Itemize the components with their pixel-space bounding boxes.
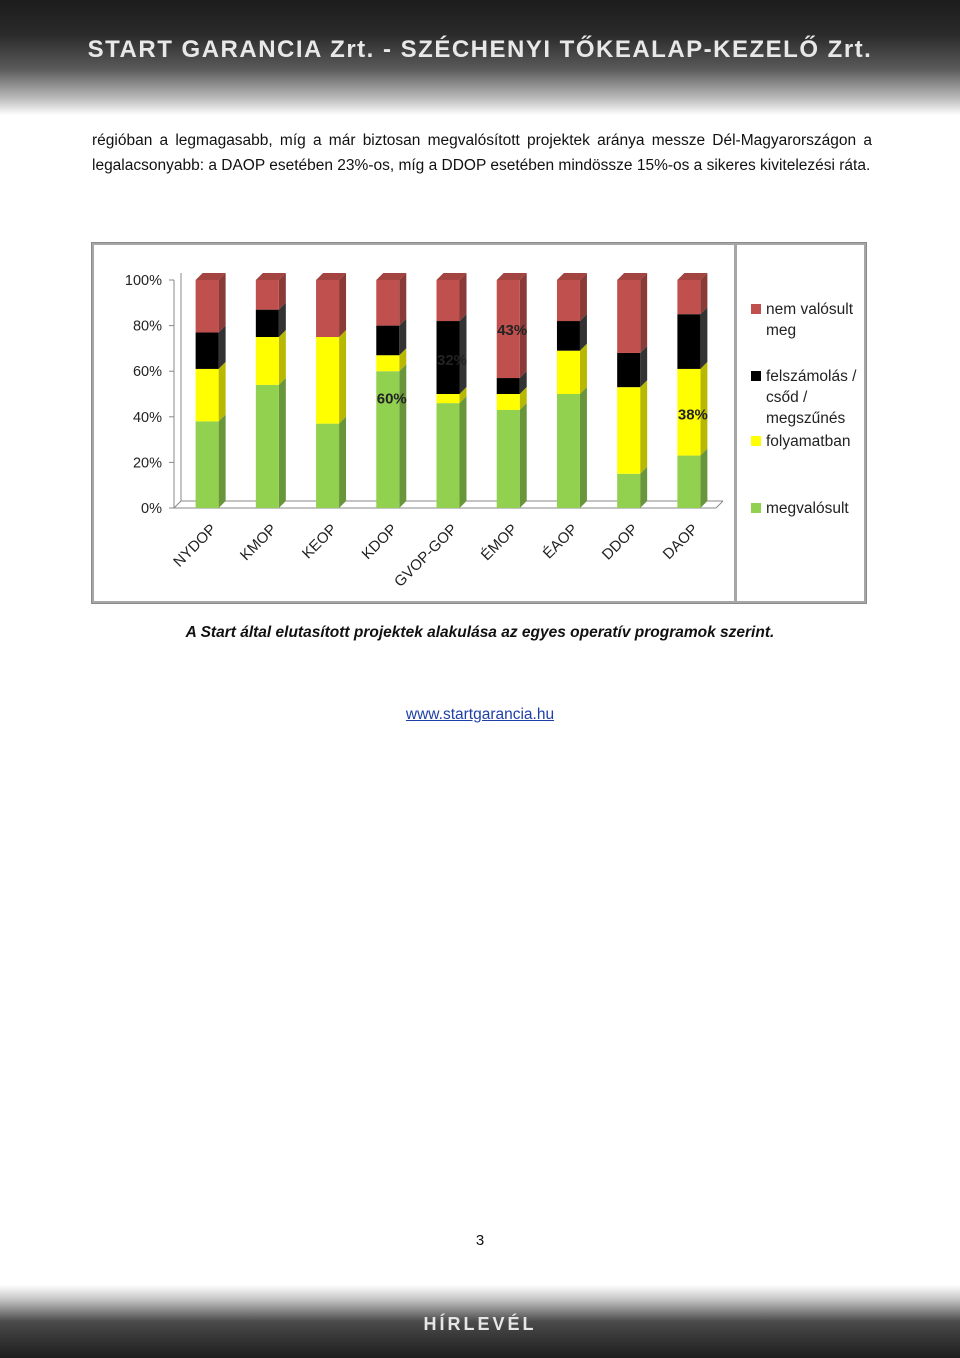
bar-segment-side: [640, 346, 647, 387]
bar-segment: [677, 314, 700, 369]
legend-swatch: [751, 503, 761, 513]
chart-floor-right-edge: [716, 501, 723, 508]
bar-segment-side: [700, 273, 707, 314]
x-tick-label: GVOP-GOP: [391, 520, 461, 591]
bar-segment: [196, 421, 219, 508]
bar-segment: [437, 394, 460, 403]
bar-segment: [437, 403, 460, 508]
bar-segment-side: [339, 273, 346, 337]
data-label: 38%: [677, 406, 708, 424]
bar-segment: [256, 280, 279, 310]
legend-swatch: [751, 304, 761, 314]
bar-segment-side: [399, 364, 406, 508]
bar-segment: [557, 321, 580, 351]
figure-caption: A Start által elutasított projektek alakulása az egyes operatív programok szerint.: [185, 624, 775, 641]
bar-segment-side: [700, 307, 707, 369]
bar-segment: [497, 394, 520, 410]
bar-segment: [497, 378, 520, 394]
bar-segment-side: [339, 330, 346, 424]
website-link[interactable]: www.startgarancia.hu: [405, 706, 555, 723]
bar-segment-side: [219, 414, 226, 508]
bar-segment: [497, 410, 520, 508]
bar-segment: [617, 280, 640, 353]
bar-segment-side: [580, 344, 587, 394]
legend-swatch: [751, 371, 761, 381]
bar-segment: [316, 424, 339, 508]
bar-segment-side: [460, 396, 467, 508]
bar-segment-side: [279, 378, 286, 508]
bar-segment: [196, 332, 219, 368]
bar-segment-side: [700, 449, 707, 508]
bar-segment: [557, 351, 580, 394]
y-tick-label: 100%: [124, 273, 162, 289]
x-tick-label: ÉMOP: [477, 520, 522, 565]
bar-segment: [376, 326, 399, 356]
x-tick-label: KMOP: [236, 520, 281, 565]
bar-segment: [256, 385, 279, 508]
bar-segment: [376, 355, 399, 371]
bar-segment-side: [219, 325, 226, 368]
bar-segment-side: [640, 273, 647, 353]
bar-segment: [677, 456, 700, 508]
bar-segment-side: [460, 273, 467, 321]
y-tick-label: 60%: [132, 364, 162, 381]
y-tick-label: 80%: [132, 318, 162, 335]
header-title: START GARANCIA Zrt. - SZÉCHENYI TŐKEALAP-KEZELŐ Zrt.: [87, 36, 873, 63]
bar-segment: [316, 337, 339, 424]
chart-floor-left-edge: [174, 501, 181, 508]
body-paragraph: régióban a legmagasabb, míg a már biztosan megvalósított projektek aránya messze Dél-Magyarországon a legalacsonyabb: a DAOP esetében 23%-os, míg a DDOP esetében mindössze 15%-os a sikeres kivitelezési ráta.: [92, 132, 872, 174]
bar-segment: [196, 280, 219, 332]
bar-segment: [256, 310, 279, 337]
legend-label: nem valósult meg: [766, 301, 854, 339]
bar-segment: [617, 353, 640, 387]
x-tick-label: DDOP: [598, 520, 642, 564]
x-tick-label: DAOP: [659, 520, 702, 563]
bar-segment: [437, 280, 460, 321]
bar-segment-side: [580, 273, 587, 321]
page-number: 3: [475, 1232, 485, 1249]
legend-label: felszámolás / csőd / megszűnés: [766, 368, 857, 427]
bar-segment-side: [640, 380, 647, 474]
legend-label: folyamatban: [766, 433, 851, 450]
x-tick-label: KDOP: [358, 520, 401, 563]
bar-segment-side: [279, 330, 286, 385]
footer-title: HÍRLEVÉL: [423, 1314, 537, 1334]
bar-segment-side: [219, 362, 226, 421]
data-label: 43%: [497, 322, 528, 340]
y-tick-label: 40%: [132, 409, 162, 426]
bar-segment-side: [339, 417, 346, 508]
bar-segment-side: [640, 467, 647, 508]
bar-segment-side: [520, 403, 527, 508]
x-tick-label: ÉAOP: [539, 520, 582, 563]
bar-segment-side: [399, 273, 406, 326]
legend-swatch: [751, 436, 761, 446]
y-tick-label: 20%: [132, 455, 162, 472]
x-tick-label: KEOP: [298, 520, 341, 563]
y-tick-label: 0%: [141, 501, 162, 517]
bar-segment: [316, 280, 339, 337]
data-label: 32%: [436, 351, 468, 369]
bar-segment: [256, 337, 279, 385]
bar-segment: [557, 394, 580, 508]
bar-segment: [677, 280, 700, 314]
bar-segment: [617, 387, 640, 474]
bar-segment: [376, 280, 399, 326]
bar-segment: [557, 280, 580, 321]
legend-label: megvalósult: [766, 500, 849, 517]
data-label: 60%: [376, 390, 407, 408]
bar-segment-side: [219, 273, 226, 332]
bar-segment: [617, 474, 640, 508]
bar-segment: [196, 369, 219, 421]
bar-segment-side: [580, 387, 587, 508]
x-tick-label: NYDOP: [170, 520, 220, 571]
